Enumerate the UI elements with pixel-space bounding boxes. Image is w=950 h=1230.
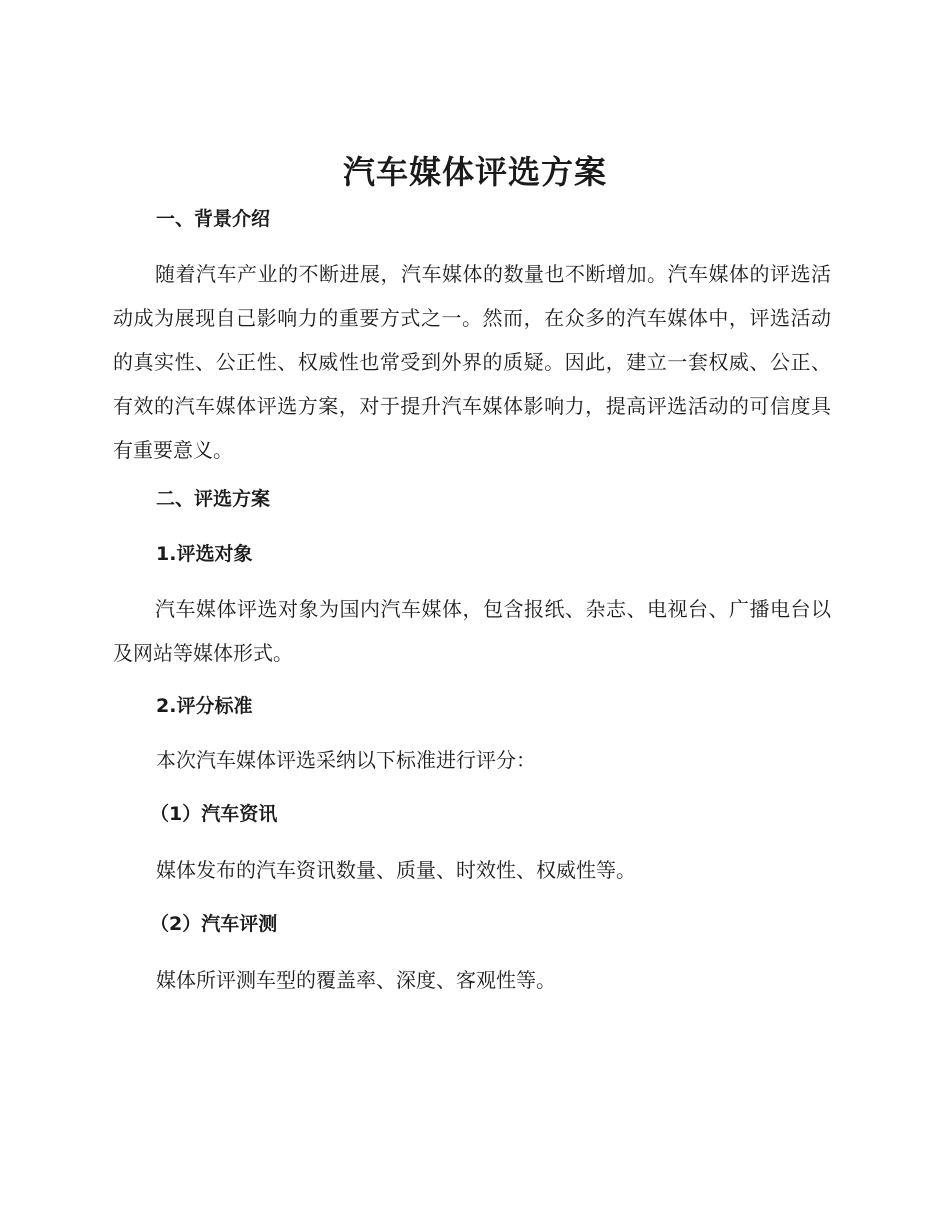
scoring-intro: 本次汽车媒体评选采纳以下标准进行评分：	[156, 748, 536, 772]
subheading-scoring-criteria: 2.评分标准	[156, 695, 253, 717]
section-heading-plan: 二、评选方案	[156, 488, 271, 510]
criterion-heading-review: （2）汽车评测	[150, 913, 278, 935]
criterion-heading-news: （1）汽车资讯	[150, 803, 278, 825]
background-paragraph: 随着汽车产业的不断进展，汽车媒体的数量也不断增加。汽车媒体的评选活动成为展现自己影响力的重要方式之一。然而，在众多的汽车媒体中，评选活动的真实性、公正性、权威性也常受到外界的质疑。因此，建立一套权威、公正、有效的汽车媒体评选方案，对于提升汽车媒体影响力，提高评选活动的可信度具有重要意义。	[113, 262, 831, 462]
criterion-text-news: 媒体发布的汽车资讯数量、质量、时效性、权威性等。	[156, 858, 636, 882]
section-heading-background: 一、背景介绍	[156, 208, 271, 230]
evaluation-target-paragraph: 汽车媒体评选对象为国内汽车媒体，包含报纸、杂志、电视台、广播电台以及网站等媒体形式。	[113, 597, 831, 665]
criterion-text-review: 媒体所评测车型的覆盖率、深度、客观性等。	[156, 968, 556, 992]
subheading-evaluation-target: 1.评选对象	[156, 543, 253, 565]
document-title: 汽车媒体评选方案	[342, 153, 607, 191]
